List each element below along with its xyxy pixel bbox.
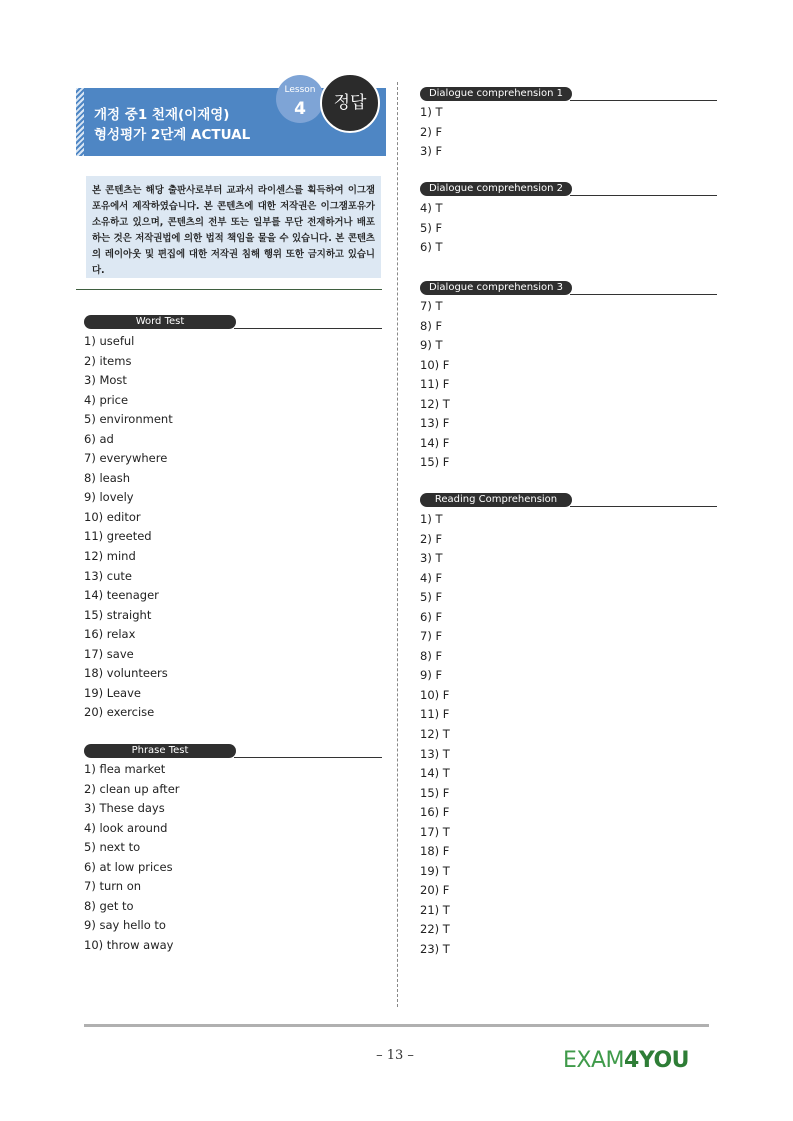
- dialogue2-header: [420, 182, 717, 196]
- column-divider: [397, 82, 398, 1007]
- answer-item: 2) clean up after: [84, 781, 180, 796]
- logo-text-part2: 4YOU: [624, 1048, 690, 1073]
- answer-item: 19) T: [420, 863, 450, 878]
- answer-item: 5) F: [420, 220, 443, 235]
- answer-item: 22) T: [420, 922, 450, 937]
- answer-item: 20) exercise: [84, 705, 155, 720]
- answer-item: 18) volunteers: [84, 666, 168, 681]
- answer-item: 6) at low prices: [84, 859, 173, 874]
- exam4you-logo: [563, 1048, 689, 1073]
- answer-item: 12) mind: [84, 549, 136, 564]
- section-rule: [570, 195, 717, 196]
- answer-item: 4) F: [420, 570, 443, 585]
- answer-item: 2) F: [420, 124, 443, 139]
- answer-item: 5) F: [420, 590, 443, 605]
- answer-item: 10) editor: [84, 509, 141, 524]
- banner-stripe: [76, 88, 84, 156]
- phrase-test-list: [84, 760, 180, 955]
- answer-item: 6) F: [420, 609, 443, 624]
- answer-item: 3) F: [420, 144, 443, 159]
- dialogue3-list: [420, 297, 450, 473]
- answer-item: 1) useful: [84, 334, 135, 348]
- answer-item: 4) T: [420, 201, 443, 215]
- answer-item: 10) F: [420, 687, 450, 702]
- answer-item: 8) F: [420, 648, 443, 663]
- answer-item: 7) F: [420, 629, 443, 644]
- section-title: Dialogue comprehension 3: [420, 281, 572, 295]
- section-title: Dialogue comprehension 1: [420, 87, 572, 101]
- answer-item: 1) T: [420, 512, 443, 526]
- answer-item: 13) T: [420, 746, 450, 761]
- answer-item: 23) T: [420, 942, 450, 957]
- answer-item: 10) throw away: [84, 937, 174, 952]
- answer-item: 3) Most: [84, 373, 127, 388]
- section-rule: [234, 757, 382, 758]
- answer-item: 1) T: [420, 105, 443, 119]
- section-title: Phrase Test: [84, 744, 236, 758]
- answer-item: 2) items: [84, 353, 132, 368]
- word-test-header: [84, 315, 382, 329]
- lesson-number: 4: [294, 99, 306, 119]
- answer-item: 17) save: [84, 646, 134, 661]
- answer-item: 5) next to: [84, 840, 141, 855]
- answer-item: 9) T: [420, 338, 443, 353]
- answer-item: 15) straight: [84, 607, 152, 622]
- answer-item: 12) T: [420, 396, 450, 411]
- dialogue1-list: [420, 103, 442, 162]
- answer-item: 9) say hello to: [84, 918, 166, 933]
- answer-item: 11) F: [420, 377, 450, 392]
- answer-item: 19) Leave: [84, 685, 141, 700]
- section-rule: [570, 506, 717, 507]
- answer-item: 8) F: [420, 318, 443, 333]
- page-title: [94, 105, 250, 145]
- copyright-notice-text: 본 콘텐츠는 해당 출판사로부터 교과서 라이센스를 획득하여 이그잼포유에서 제작하였습니다. 본 콘텐츠에 대한 저작권은 이그잼포유가 소유하고 있으며, 콘텐츠의 전부 또는 일부를 무단 전재하거나 배포하는 것은 저작권법에 의한 법적 책임을 물을 수 있습니다. 본 콘텐츠의 레이아웃 및 편집에 대한 저작권 침해 행위 또한 금지하고 있습니다.: [92, 185, 375, 276]
- answer-item: 7) T: [420, 299, 443, 313]
- answer-item: 2) F: [420, 531, 443, 546]
- answer-item: 5) environment: [84, 412, 173, 427]
- section-rule: [570, 294, 717, 295]
- answer-badge: 정답: [320, 73, 380, 133]
- answer-item: 14) F: [420, 435, 450, 450]
- answer-item: 18) F: [420, 844, 450, 859]
- section-rule: [234, 328, 382, 329]
- dialogue1-header: [420, 87, 717, 101]
- answer-item: 3) T: [420, 551, 443, 566]
- answer-item: 12) T: [420, 727, 450, 742]
- logo-text-part1: EXAM: [563, 1048, 625, 1073]
- answer-item: 6) ad: [84, 431, 114, 446]
- title-line-2: 형성평가 2단계 ACTUAL: [94, 127, 251, 143]
- answer-item: 14) T: [420, 766, 450, 781]
- section-title: Dialogue comprehension 2: [420, 182, 572, 196]
- reading-list: [420, 510, 450, 960]
- answer-item: 4) price: [84, 392, 129, 407]
- answer-item: 10) F: [420, 357, 450, 372]
- answer-item: 16) F: [420, 805, 450, 820]
- section-rule: [570, 100, 717, 101]
- divider-line: [76, 289, 382, 290]
- answer-item: 13) F: [420, 416, 450, 431]
- footer-rule: [84, 1024, 709, 1027]
- answer-item: 16) relax: [84, 627, 136, 642]
- answer-item: 9) lovely: [84, 490, 134, 505]
- page-number: – 13 –: [376, 1048, 414, 1063]
- answer-item: 6) T: [420, 240, 443, 255]
- dialogue2-list: [420, 199, 442, 258]
- copyright-notice: [86, 176, 381, 278]
- answer-item: 14) teenager: [84, 588, 159, 603]
- reading-header: [420, 493, 717, 507]
- answer-item: 8) leash: [84, 470, 131, 485]
- answer-item: 7) everywhere: [84, 451, 168, 466]
- answer-item: 3) These days: [84, 801, 165, 816]
- answer-item: 21) T: [420, 902, 450, 917]
- answer-item: 7) turn on: [84, 879, 142, 894]
- lesson-label: Lesson: [284, 85, 316, 95]
- answer-item: 17) T: [420, 824, 450, 839]
- answer-item: 20) F: [420, 883, 450, 898]
- section-title: Word Test: [84, 315, 236, 329]
- answer-item: 15) F: [420, 455, 450, 470]
- dialogue3-header: [420, 281, 717, 295]
- lesson-badge: [276, 75, 324, 123]
- title-line-1: 개정 중1 천재(이재영): [94, 107, 230, 123]
- phrase-test-header: [84, 744, 382, 758]
- answer-item: 11) F: [420, 707, 450, 722]
- word-test-list: [84, 332, 173, 723]
- answer-item: 11) greeted: [84, 529, 152, 544]
- section-title: Reading Comprehension: [420, 493, 572, 507]
- answer-item: 13) cute: [84, 568, 132, 583]
- answer-item: 15) F: [420, 785, 450, 800]
- answer-item: 8) get to: [84, 898, 134, 913]
- answer-item: 9) F: [420, 668, 443, 683]
- answer-item: 4) look around: [84, 820, 168, 835]
- answer-item: 1) flea market: [84, 762, 166, 776]
